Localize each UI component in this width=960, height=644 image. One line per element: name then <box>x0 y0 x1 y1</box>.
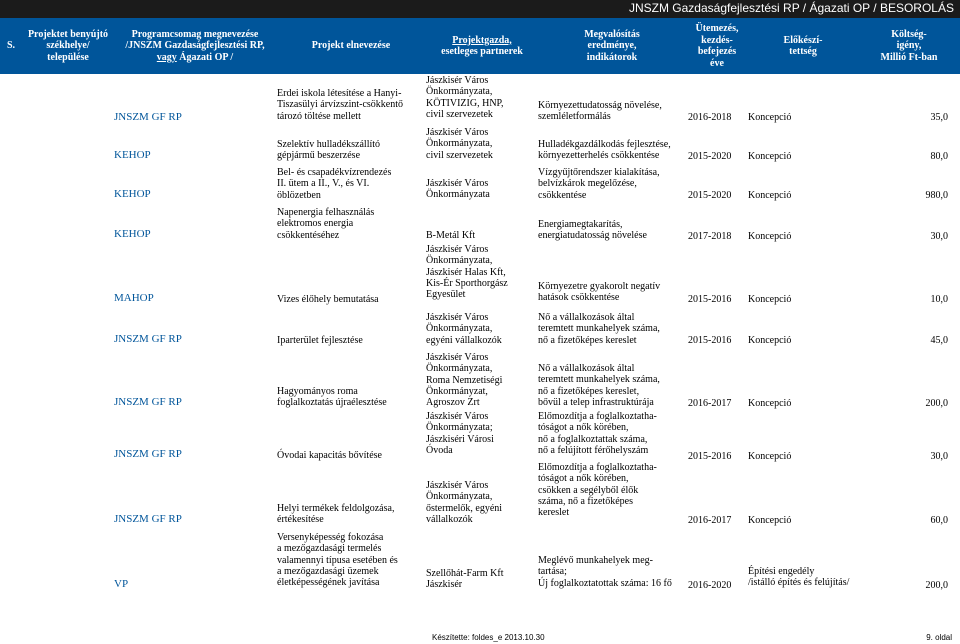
program-cell: JNSZM GF RP <box>114 333 182 345</box>
result-cell: Vízgyűjtőrendszer kialakítása, belvízkárok megelőzése, csökkentése <box>538 167 660 201</box>
header-program: Programcsomag megnevezése /JNSZM Gazdaságfejlesztési RP, vagy Ágazati OP / <box>125 28 265 63</box>
table-row <box>0 528 960 594</box>
table-row <box>0 126 960 162</box>
header-submitter: Projektet benyújtó székhelye/ települése <box>27 28 109 63</box>
program-cell: JNSZM GF RP <box>114 513 182 525</box>
cost-cell: 200,0 <box>925 580 948 591</box>
owner-cell: Jászkisér Város Önkormányzata <box>426 178 490 201</box>
program-cell: JNSZM GF RP <box>114 396 182 408</box>
cost-cell: 200,0 <box>925 398 948 409</box>
schedule-cell: 2015-2016 <box>688 335 732 346</box>
program-cell: JNSZM GF RP <box>114 448 182 460</box>
table-row <box>0 346 960 410</box>
prep-cell: Koncepció <box>748 231 792 242</box>
owner-cell: Jászkisér Város Önkormányzata, KÖTIVIZIG, HNP, civil szervezetek <box>426 75 504 120</box>
prep-cell: Koncepció <box>748 451 792 462</box>
result-cell: Előmozdítja a foglalkoztatha- tóságot a nők körében, nő a foglalkoztattak száma, nő a felújított férőhelyszám <box>538 411 657 456</box>
owner-cell: Jászkisér Város Önkormányzata, civil szervezetek <box>426 127 493 161</box>
table-row <box>0 202 960 244</box>
table-row <box>0 306 960 346</box>
project-cell: Vizes élőhely bemutatása <box>277 294 379 305</box>
program-cell: KEHOP <box>114 188 151 200</box>
header-project: Projekt elnevezése <box>311 40 391 52</box>
program-cell: MAHOP <box>114 292 154 304</box>
prep-cell: Koncepció <box>748 151 792 162</box>
owner-cell: Jászkisér Város Önkormányzata, Jászkisér Halas Kft, Kis-Ér Sporthorgász Egyesület <box>426 244 508 301</box>
top-bar <box>0 0 960 18</box>
page-number: 9. oldal <box>926 633 952 642</box>
schedule-cell: 2016-2020 <box>688 580 732 591</box>
header-owner: Projektgazda, esetleges partnerek <box>441 34 523 57</box>
result-cell: Nő a vállalkozások által teremtett munkahelyek száma, nő a fizetőképes kereslet, bővül a telep infrastruktúrája <box>538 363 660 408</box>
result-cell: Környezetre gyakorolt negatív hatások csökkentése <box>538 281 661 304</box>
header-cost: Költség- igény, Millió Ft-ban <box>880 28 938 63</box>
project-cell: Napenergia felhasználás elektromos energia csökkentéséhez <box>277 207 375 241</box>
result-cell: Meglévő munkahelyek meg- tartása; Új foglalkoztatottak száma: 16 fő <box>538 555 672 589</box>
table-row <box>0 462 960 528</box>
prep-cell: Építési engedély /istálló építés és felújítás/ <box>748 566 850 589</box>
table-row <box>0 162 960 202</box>
cost-cell: 35,0 <box>930 112 948 123</box>
header-s: S. <box>6 40 16 52</box>
cost-cell: 30,0 <box>930 231 948 242</box>
program-cell: KEHOP <box>114 228 151 240</box>
cost-cell: 60,0 <box>930 515 948 526</box>
result-cell: Energiamegtakarítás, energiatudatosság növelése <box>538 219 647 242</box>
project-cell: Helyi termékek feldolgozása, értékesítése <box>277 503 395 526</box>
project-cell: Szelektív hulladékszállító gépjármű beszerzése <box>277 139 381 162</box>
result-cell: Előmozdítja a foglalkoztatha- tóságot a nők körében, csökken a segélyből élők száma, nő a fizetőképes kereslet <box>538 462 657 519</box>
prep-cell: Koncepció <box>748 335 792 346</box>
cost-cell: 10,0 <box>930 294 948 305</box>
schedule-cell: 2016-2017 <box>688 515 732 526</box>
project-cell: Iparterület fejlesztése <box>277 335 363 346</box>
prep-cell: Koncepció <box>748 515 792 526</box>
header-result: Megvalósítás eredménye, indikátorok <box>584 28 640 63</box>
result-cell: Nő a vállalkozások által teremtett munkahelyek száma, nő a fizetőképes kereslet <box>538 312 660 346</box>
page-footer <box>0 632 960 644</box>
cost-cell: 980,0 <box>925 190 948 201</box>
header-prep: Előkészí- tettség <box>783 34 823 57</box>
cost-cell: 30,0 <box>930 451 948 462</box>
owner-cell: Jászkisér Város Önkormányzata, őstermelők, egyéni vállalkozók <box>426 480 503 525</box>
owner-cell: Jászkisér Város Önkormányzata, egyéni vállalkozók <box>426 312 502 346</box>
author-note: Készítette: foldes_e 2013.10.30 <box>432 633 545 642</box>
owner-cell: Jászkisér Város Önkormányzata, Roma Nemzetiségi Önkormányzat, Agroszov Zrt <box>426 352 503 409</box>
project-cell: Óvodai kapacitás bővítése <box>277 450 382 461</box>
table-row <box>0 410 960 462</box>
schedule-cell: 2016-2018 <box>688 112 732 123</box>
program-cell: KEHOP <box>114 149 151 161</box>
document-title: JNSZM Gazdaságfejlesztési RP / Ágazati OP / BESOROLÁS <box>628 1 954 15</box>
schedule-cell: 2015-2016 <box>688 451 732 462</box>
program-cell: VP <box>114 578 129 590</box>
prep-cell: Koncepció <box>748 398 792 409</box>
schedule-cell: 2017-2018 <box>688 231 732 242</box>
project-cell: Bel- és csapadékvízrendezés II. ütem a II., V., és VI. öblözetben <box>277 167 392 201</box>
owner-cell: B-Metál Kft <box>426 230 476 241</box>
prep-cell: Koncepció <box>748 112 792 123</box>
cost-cell: 45,0 <box>930 335 948 346</box>
project-cell: Erdei iskola létesítése a Hanyi- Tiszasülyi árvízszint-csökkentő tározó töltése mellett <box>277 88 404 122</box>
result-cell: Hulladékgazdálkodás fejlesztése, környezetterhelés csökkentése <box>538 139 671 162</box>
header-schedule: Ütemezés, kezdés- befejezés éve <box>695 23 739 69</box>
owner-cell: Jászkisér Város Önkormányzata; Jászkiséri Városi Óvoda <box>426 411 494 456</box>
schedule-cell: 2015-2016 <box>688 294 732 305</box>
project-cell: Hagyományos roma foglalkoztatás újraélesztése <box>277 386 387 409</box>
program-cell: JNSZM GF RP <box>114 111 182 123</box>
project-cell: Versenyképesség fokozása a mezőgazdasági termelés valamennyi típusa esetében és a mezőgazdasági üzemek életképességének javítása <box>277 532 398 589</box>
cost-cell: 80,0 <box>930 151 948 162</box>
prep-cell: Koncepció <box>748 294 792 305</box>
table-row <box>0 75 960 126</box>
prep-cell: Koncepció <box>748 190 792 201</box>
schedule-cell: 2015-2020 <box>688 151 732 162</box>
owner-cell: Szellőhát-Farm Kft Jászkisér <box>426 568 504 591</box>
schedule-cell: 2016-2017 <box>688 398 732 409</box>
schedule-cell: 2015-2020 <box>688 190 732 201</box>
table-row <box>0 244 960 306</box>
result-cell: Környezettudatosság növelése, szemléletformálás <box>538 100 662 123</box>
